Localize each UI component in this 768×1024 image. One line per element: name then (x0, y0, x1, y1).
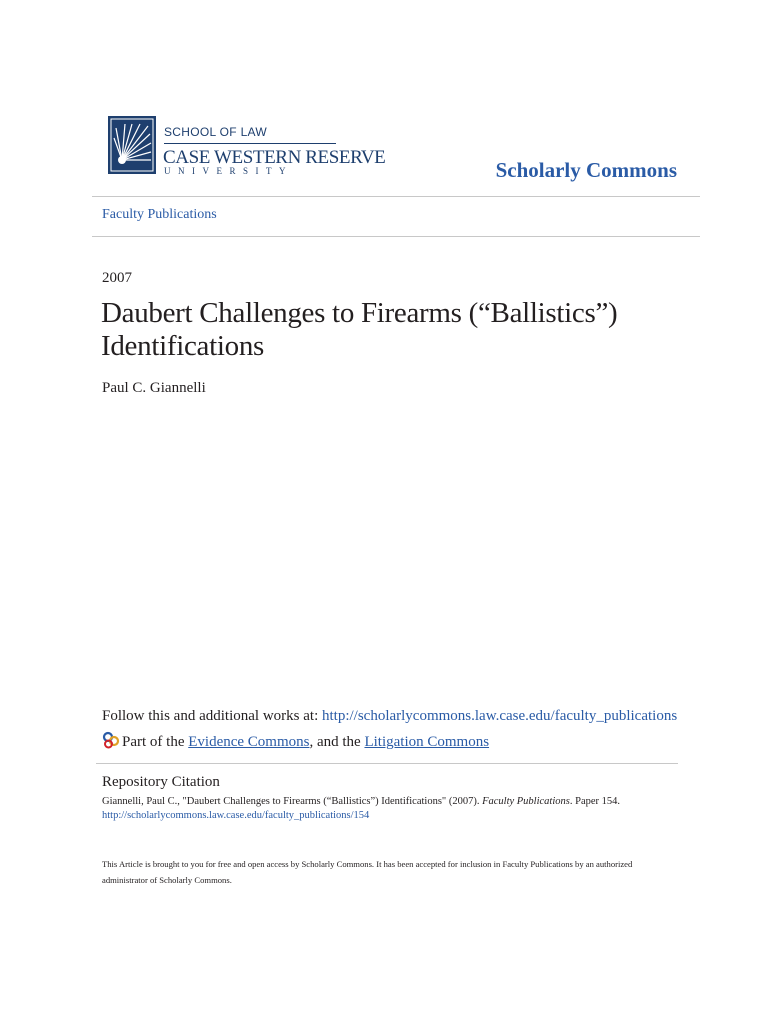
school-logo (108, 116, 386, 176)
citation-divider (96, 763, 678, 764)
follow-prefix: Follow this and additional works at: (102, 708, 322, 724)
part-of-line (102, 731, 489, 751)
citation-url-link[interactable]: http://scholarlycommons.law.case.edu/faculty_publications/154 (102, 810, 370, 821)
repository-citation-label: Repository Citation (102, 774, 220, 790)
citation-journal: Faculty Publications (482, 796, 570, 807)
logo-school-text: SCHOOL OF LAW (164, 125, 268, 139)
citation-paper: . Paper 154. (569, 796, 621, 807)
open-access-notice: This Article is brought to you for free and open access by Scholarly Commons. It has been accepted for inclusion in Faculty Publications by an authorized administrator of Scholarly Commons. (102, 859, 633, 885)
follow-line (102, 708, 677, 725)
logo-divider (164, 143, 336, 144)
citation-text (102, 796, 620, 807)
follow-url-link[interactable]: http://scholarlycommons.law.case.edu/faculty_publications (321, 708, 678, 724)
faculty-publications-link[interactable]: Faculty Publications (102, 207, 217, 222)
header-divider (92, 196, 700, 197)
citation-plain: Giannelli, Paul C., "Daubert Challenges to Firearms (“Ballistics”) Identifications" (2007). (102, 796, 483, 807)
evidence-commons-link[interactable]: Evidence Commons (188, 734, 310, 750)
collection-divider (92, 236, 700, 237)
article-author: Paul C. Giannelli (102, 380, 206, 396)
logo-university-name: CASE WESTERN RESERVE (163, 147, 386, 168)
part-of-prefix: Part of the (122, 734, 189, 750)
litigation-commons-link[interactable]: Litigation Commons (364, 734, 490, 750)
network-commons-icon (102, 731, 120, 749)
starburst-logo-icon (108, 116, 156, 174)
part-of-joiner: , and the (309, 734, 365, 750)
logo-university-text: UNIVERSITY (164, 166, 293, 176)
publication-year: 2007 (102, 270, 132, 286)
scholarly-commons-brand[interactable]: Scholarly Commons (495, 158, 677, 182)
article-title: Daubert Challenges to Firearms (“Ballistics”) Identifications (101, 297, 618, 362)
